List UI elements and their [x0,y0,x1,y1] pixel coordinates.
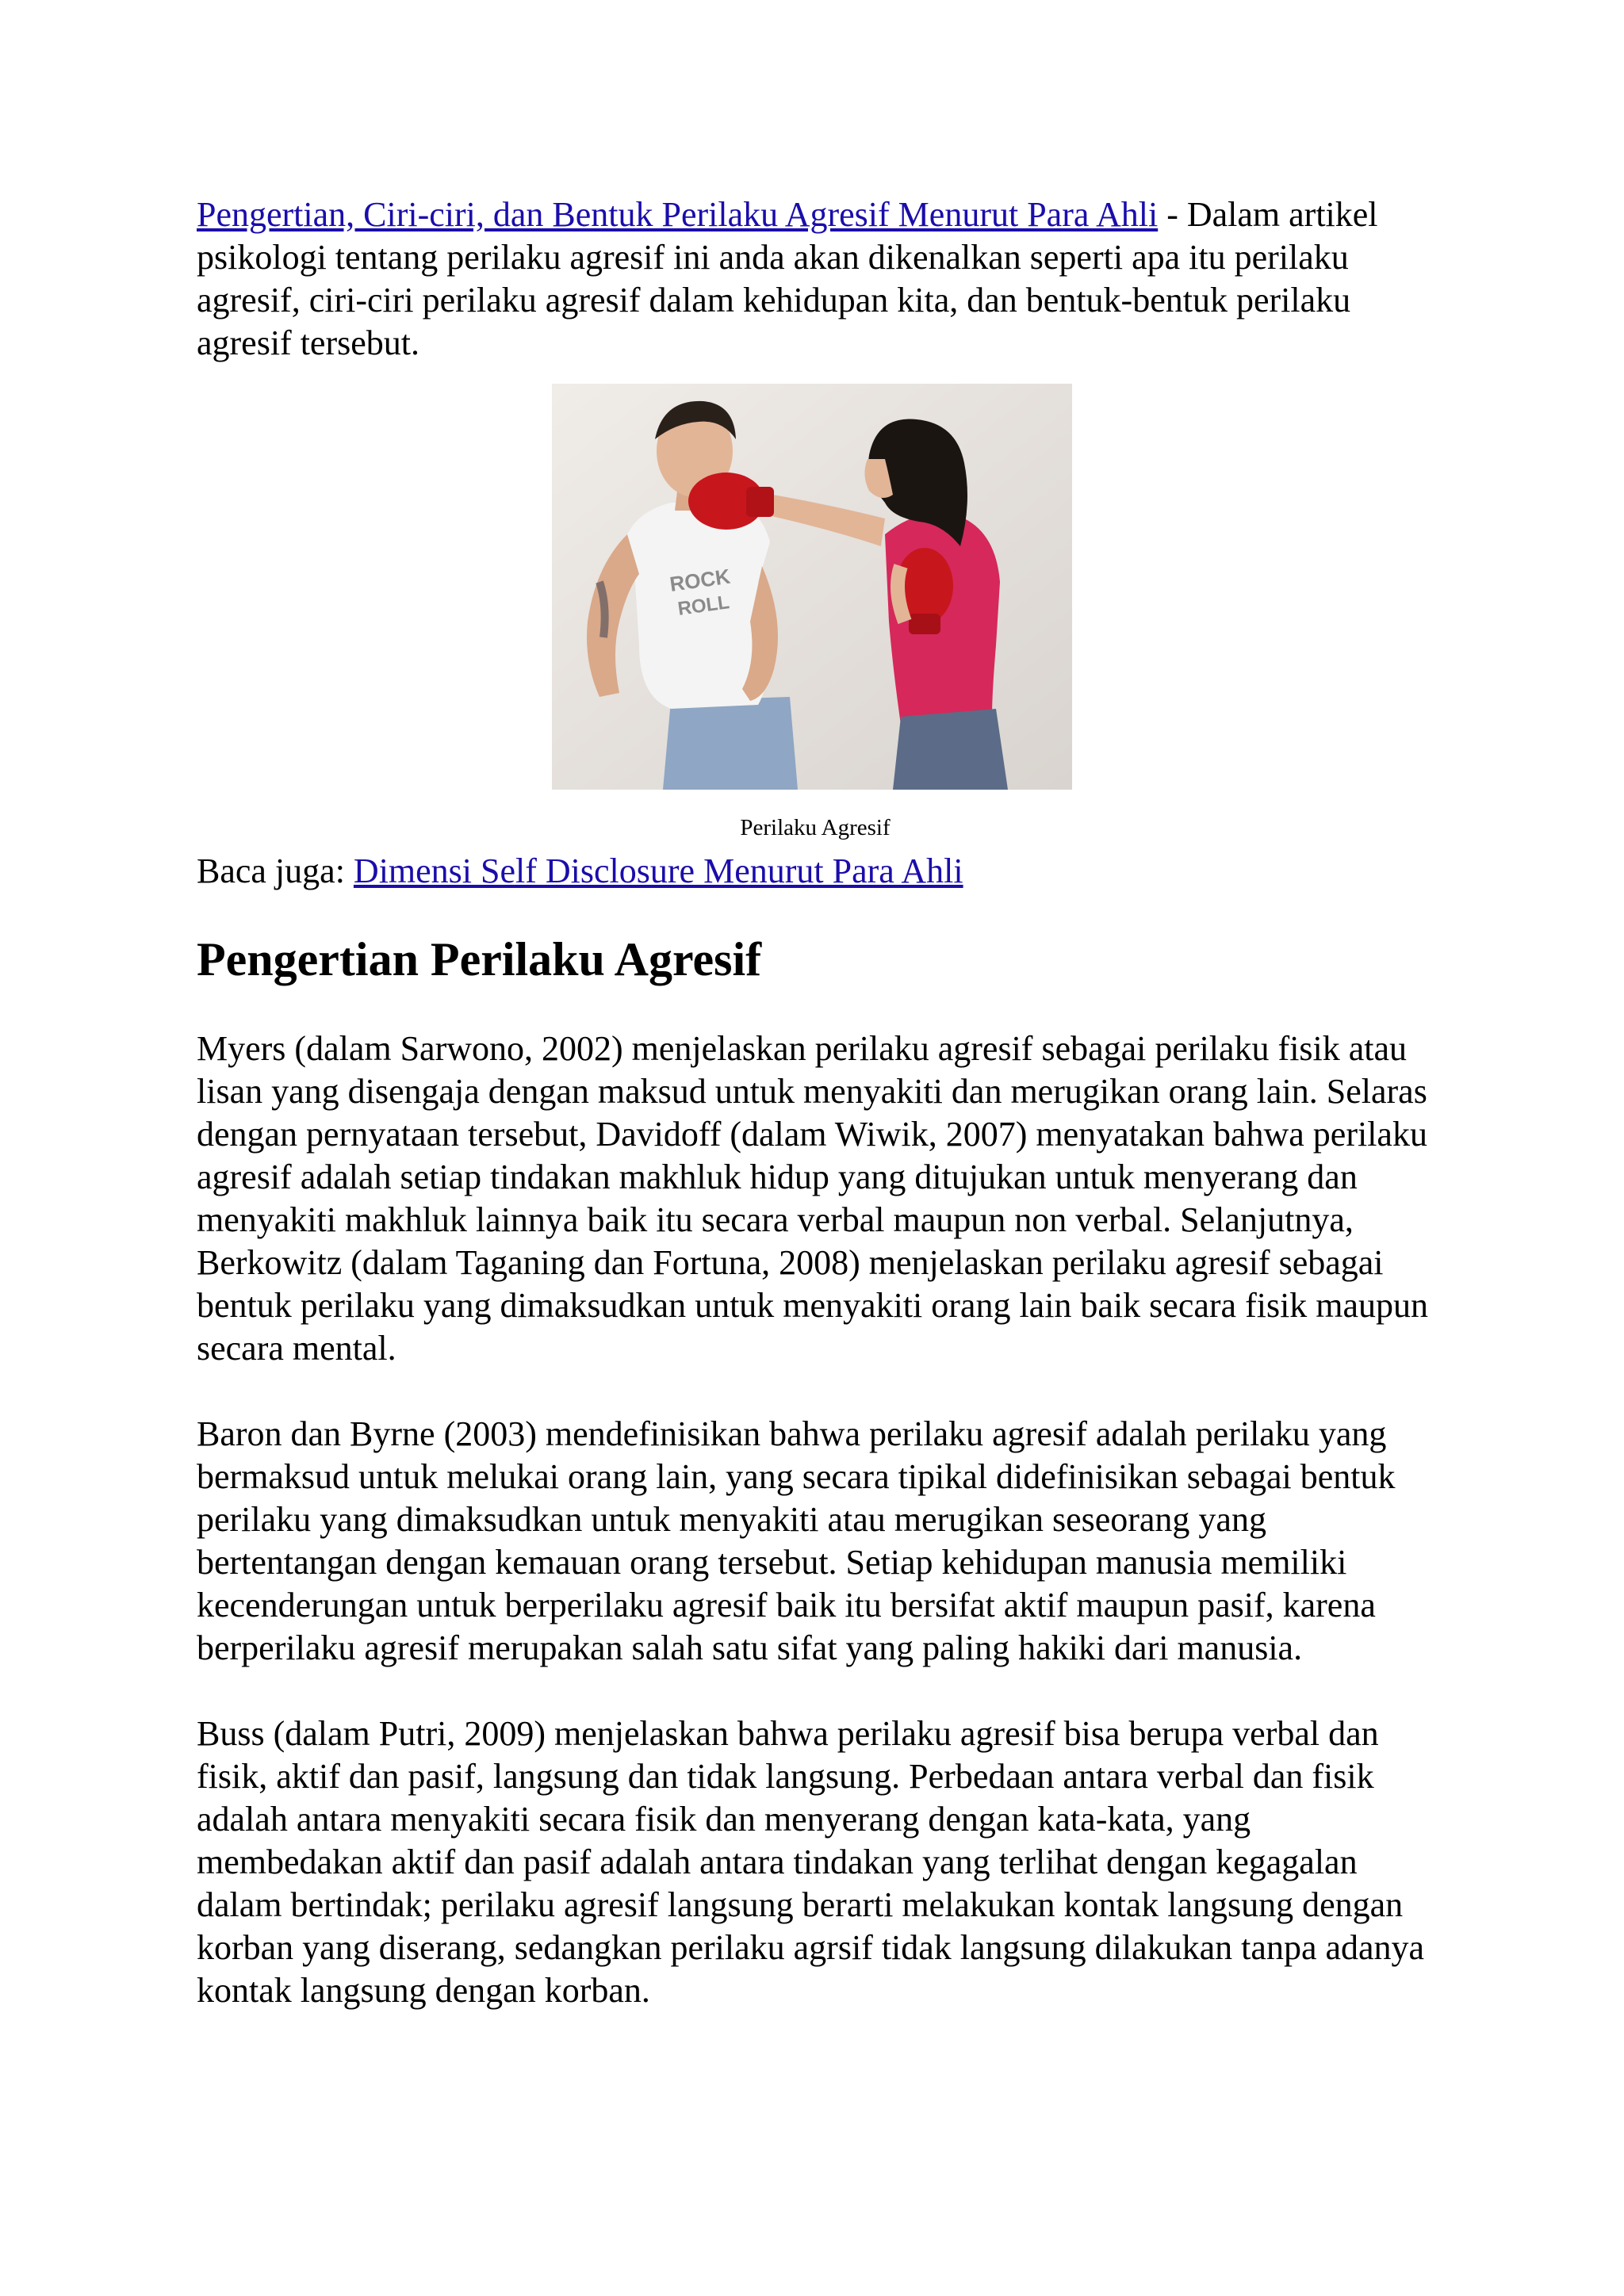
section-heading: Pengertian Perilaku Agresif [197,933,762,985]
paragraph-buss: Buss (dalam Putri, 2009) menjelaskan bahwa perilaku agresif bisa berupa verbal dan fisik, aktif dan pasif, langsung dan tidak langsung. Perbedaan antara verbal dan fisik adalah antara menyakiti secara fisik dan menyerang dengan kata-kata, yang membedakan aktif dan pasif adalah antara tindakan yang terlihat dengan kegagalan dalam bertindak; perilaku agresif langsung berarti melakukan kontak langsung dengan korban yang diserang, sedangkan perilaku agrsif tidak langsung dilakukan tanpa adanya kontak langsung dengan korban. [197,1714,1425,2010]
aggressive-behavior-photo [552,384,1072,790]
baca-juga-prefix: Baca juga: [197,851,354,890]
document-page [197,193,1434,2055]
intro-text: - Dalam artikel psikologi tentang perilaku agresif ini anda akan dikenalkan seperti apa itu perilaku agresif, ciri-ciri perilaku agresif dalam kehidupan kita, dan bentuk-bentuk perilaku agresif tersebut. [197,195,1378,362]
shirt-text-1: ROCK [668,564,732,596]
baca-juga [197,850,1434,893]
paragraph-baron: Baron dan Byrne (2003) mendefinisikan bahwa perilaku agresif adalah perilaku yang bermaksud untuk melukai orang lain, yang secara tipikal didefinisikan sebagai bentuk perilaku yang dimaksudkan untuk menyakiti atau merugikan seseorang yang bertentangan dengan kemauan orang tersebut. Setiap kehidupan manusia memiliki kecenderungan untuk berperilaku agresif baik itu bersifat aktif maupun pasif, karena berperilaku agresif merupakan salah satu sifat yang paling hakiki dari manusia. [197,1414,1396,1667]
figure [197,384,1434,844]
shirt-text-2: ROLL [676,591,731,620]
intro-paragraph [197,193,1434,365]
paragraph-myers: Myers (dalam Sarwono, 2002) menjelaskan perilaku agresif sebagai perilaku fisik atau lisan yang disengaja dengan maksud untuk menyakiti dan merugikan orang lain. Selaras dengan pernyataan tersebut, Davidoff (dalam Wiwik, 2007) menyatakan bahwa perilaku agresif adalah setiap tindakan makhluk hidup yang ditujukan untuk menyerang dan menyakiti makhluk lainnya baik itu secara verbal maupun non verbal. Selanjutnya, Berkowitz (dalam Taganing dan Fortuna, 2008) menjelaskan perilaku agresif sebagai bentuk perilaku yang dimaksudkan untuk menyakiti orang lain baik secara fisik maupun secara mental. [197,1029,1429,1368]
figure-caption: Perilaku Agresif [740,815,891,840]
boxing-illustration [552,384,1072,790]
baca-juga-link[interactable]: Dimensi Self Disclosure Menurut Para Ahli [353,851,963,890]
article-title-link[interactable]: Pengertian, Ciri-ciri, dan Bentuk Perilaku Agresif Menurut Para Ahli [197,195,1159,234]
